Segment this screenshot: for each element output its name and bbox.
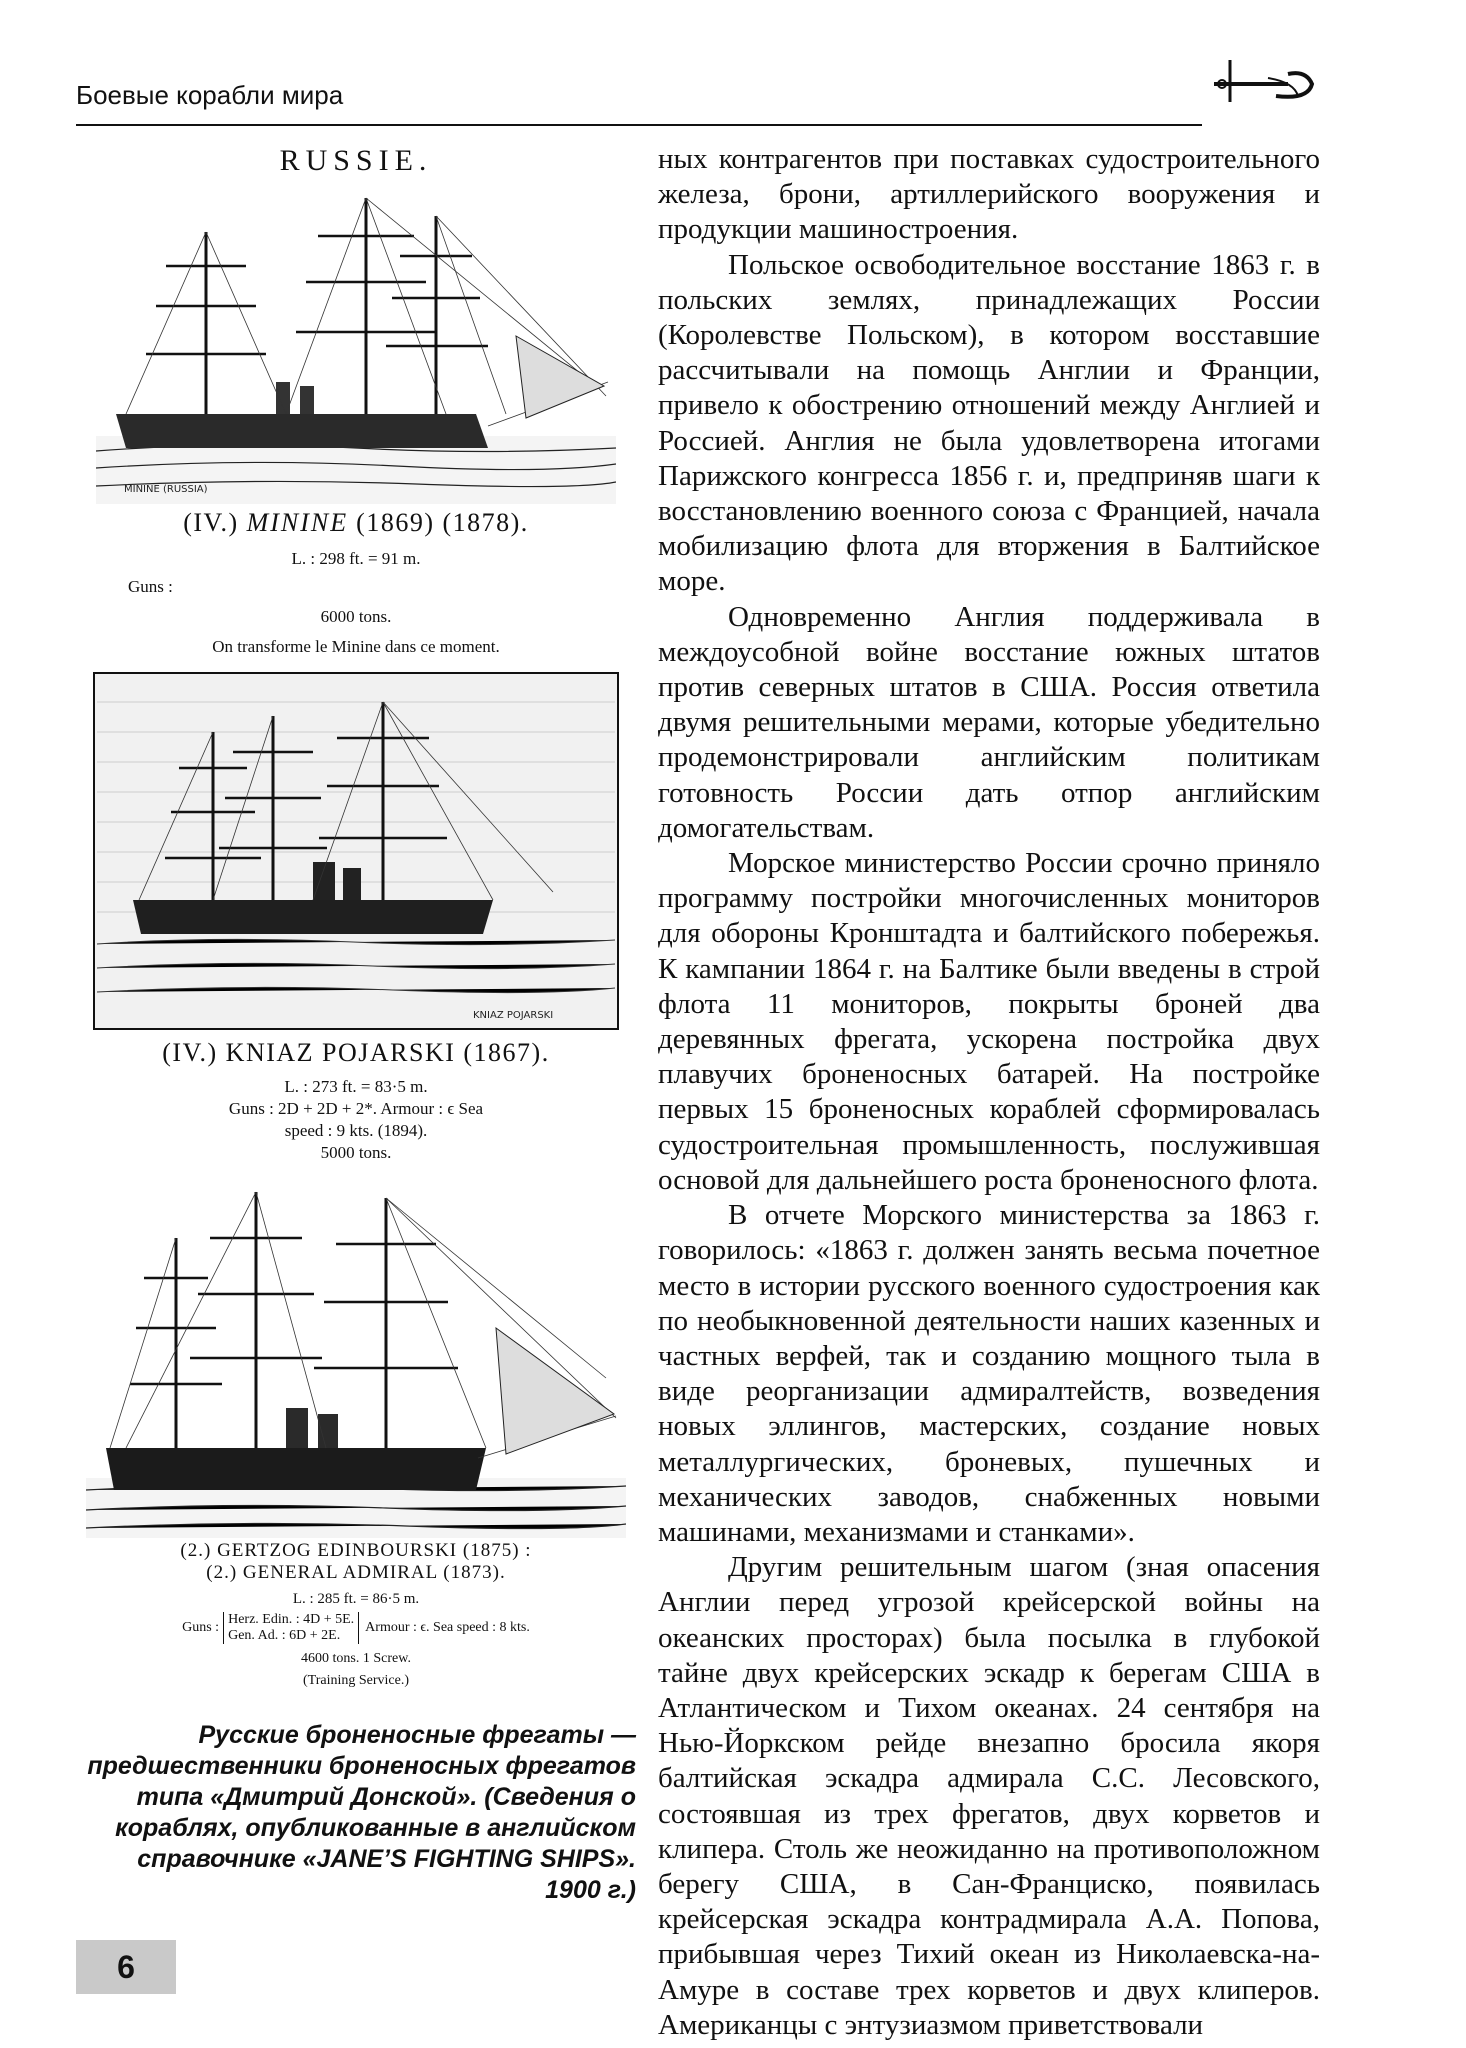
ship2-caption: (IV.) KNIAZ POJARSKI (1867). <box>162 1038 550 1067</box>
ship3-guns-b: Gen. Ad. : 6D + 2E. <box>228 1628 341 1643</box>
paragraph-3: Одновременно Англия поддерживала в междоусобной войне восстание южных штатов против северных штатов в США. Россия ответила двумя решительными мерами, которые убедительно продемонстрировали английским политикам готовность России дать отпор английским домогательствам. <box>658 600 1320 844</box>
paragraph-5: В отчете Морского министерства за 1863 г. говорилось: «1863 г. должен занять весьма почетное место в истории русского военного судостроения как по необыкновенной деятельности наших казенных и частных верфей, так и созданию мощного тыла в виде реорганизации адмиралтейств, возведения новых эллингов, мастерских, создание новых металлургических, броневых, пушечных и механических заводов, снабженных новыми машинами, механизмами и станками». <box>658 1199 1320 1548</box>
ship1-length: L. : 298 ft. = 91 m. <box>291 549 421 568</box>
ship3-tons: 4600 tons. 1 Screw. <box>301 1651 411 1666</box>
ship3-length: L. : 285 ft. = 86·5 m. <box>292 1591 420 1607</box>
ship3-armour-speed: Armour : ϵ. Sea speed : 8 kts. <box>365 1620 530 1635</box>
ship1-tons: 6000 tons. <box>320 607 392 626</box>
anchor-icon <box>1208 56 1320 120</box>
running-header-title: Боевые корабли мира <box>76 80 344 110</box>
page-number: 6 <box>76 1940 176 1994</box>
ship2-guns: Guns : 2D + 2D + 2*. Armour : ϵ Sea <box>228 1099 484 1118</box>
ship-engraving-minine <box>96 186 616 504</box>
figure-caption: Русские броненосные фрегаты — предшественники броненосных фрегатов типа «Дмитрий Донской». (Сведения о кораблях, опубликованные в английском справочнике «JANE’S FIGHTING SHIPS». 1900 г.) <box>87 1721 636 1904</box>
ship3-service: (Training Service.) <box>302 1673 410 1688</box>
paragraph-2: Польское освободительное восстание 1863 г. в польских землях, принадлежащих России (Королевстве Польском), в котором восставшие рассчитывали на помощь Англии и Франции, привело к обострению отношений между Англией и Россией. Англия не была удовлетворена итогами Парижского конгресса 1856 г. и, предприняв шаги к восстановлению военного союза с Францией, начала мобилизацию флота для вторжения в Балтийское море. <box>658 248 1320 598</box>
plate-title: RUSSIE. <box>279 144 433 177</box>
paragraph-6: Другим решительным шагом (зная опасения Англии перед угрозой крейсерской войны на океанских просторах) была посылка в глубокой тайне двух крейсерских эскадр к берегам США в Атлантическом и Тихом океанах. 24 сентября на Нью-Йоркском рейде внезапно бросила якоря балтийская эскадра адмирала С.С. Лесовского, состоявшая из трех фрегатов, двух корветов и клипера. Столь же неожиданно на противоположном берегу США, в Сан-Франциско, появилась крейсерская эскадра контрадмирала А.А. Попова, прибывшая через Тихий океан из Николаевска-на-Амуре в составе трех корветов и двух клиперов. Американцы с энтузиазмом приветствовали <box>658 1551 1320 2041</box>
ship3-guns-block <box>76 1612 636 1644</box>
ship3-caption-1: (2.) GERTZOG EDINBOURSKI (1875) : <box>180 1540 532 1561</box>
ship3-caption-2: (2.) GENERAL ADMIRAL (1873). <box>206 1562 506 1583</box>
ship1-caption-prefix: (IV.) <box>183 508 239 537</box>
ship1-caption <box>76 508 636 538</box>
ship1-caption-name: MININE <box>246 508 349 537</box>
ship-engraving-kniaz-pojarski <box>93 672 619 1030</box>
ship3-guns-label: Guns : <box>182 1620 220 1635</box>
paragraph-4: Морское министерство России срочно приняло программу постройки многочисленных мониторов для обороны Кронштадта и балтийского побережья. К кампании 1864 г. на Балтике были введены в строй флота 11 мониторов, покрыты броней два деревянных фрегата, ускорена постройка двух плавучих броненосных батарей. На постройке первых 15 броненосных кораблей сформировалась судостроительная промышленность, послужившая основой для дальнейшего роста броненосного флота. <box>658 847 1320 1196</box>
ship-plate <box>76 140 636 1692</box>
ship3-guns-brace <box>223 1612 359 1644</box>
ship1-caption-years: (1869) (1878). <box>356 508 529 537</box>
ship2-speed: speed : 9 kts. (1894). <box>284 1121 428 1140</box>
paragraph-1: ных контрагентов при поставках судостроительного железа, брони, артиллерийского вооружения и продукции машиностроения. <box>658 143 1320 246</box>
ship-engraving-gertzog-edinbourski <box>86 1178 626 1538</box>
ship1-engraving-label: MININE (RUSSIA) <box>124 484 208 495</box>
ship3-guns-a: Herz. Edin. : 4D + 5E. <box>228 1612 355 1627</box>
ship2-engraving-label: KNIAZ POJARSKI <box>473 1010 554 1021</box>
ship2-length: L. : 273 ft. = 83·5 m. <box>284 1077 428 1096</box>
running-header <box>76 78 1202 126</box>
ship1-note: On transforme le Minine dans ce moment. <box>212 637 500 656</box>
ship2-tons: 5000 tons. <box>320 1143 392 1162</box>
ship1-guns: Guns : <box>128 577 173 596</box>
body-text <box>658 142 1320 2043</box>
